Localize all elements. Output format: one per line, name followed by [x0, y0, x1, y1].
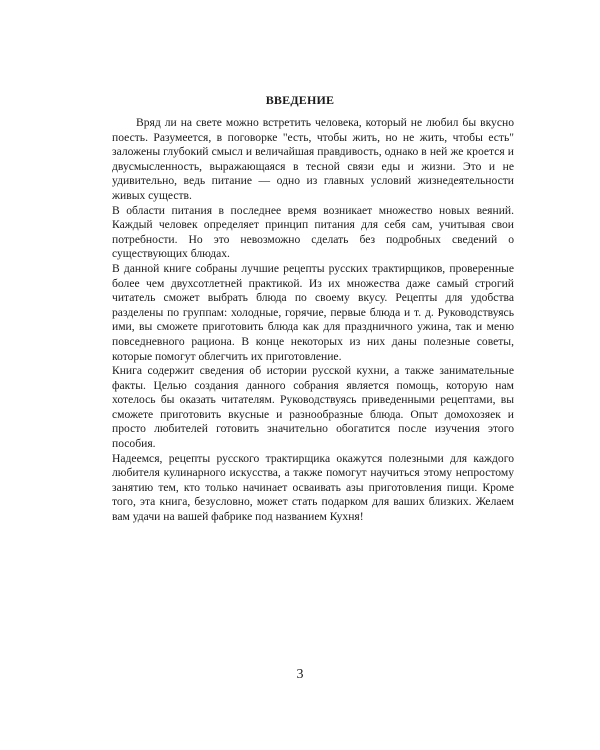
body-text [112, 116, 514, 525]
paragraph-recipes: В данной книге собраны лучшие рецепты русских трактирщиков, проверенные более чем двухсотлетней практикой. Из их множества даже самый строгий читатель сможет выбрать блюда по своему вкусу. Рецепты для удобства разделены по группам: холодные, горячие, первые блюда и т. д. Руководствуясь ими, вы сможете приготовить блюда как для праздничного ужина, так и меню повседневного рациона. В конце некоторых из них даны полезные советы, которые помогут облегчить их приготовление. [112, 261, 514, 363]
paragraph-nutrition: В области питания в последнее время возникает множество новых веяний. Каждый человек определяет принцип питания для себя сам, учитывая свои потребности. Но это невозможно сделать без подробных сведений о существующих блюдах. [112, 203, 514, 261]
page-title: ВВЕДЕНИЕ [265, 93, 335, 107]
paragraph-intro: Вряд ли на свете можно встретить человека, который не любил бы вкусно поесть. Разумеется, в поговорке "есть, чтобы жить, но не жить, чтобы есть" заложены глубокий смысл и величайшая правдивость, однако в ней же кроется и двусмысленность, выражающаяся в тесной связи еды и жизни. Это и не удивительно, ведь питание — одно из главных условий жизнедеятельности живых существ. [112, 116, 514, 202]
paragraph-closing: Надеемся, рецепты русского трактирщика окажутся полезными для каждого любителя кулинарного искусства, а также помогут научиться этому непростому занятию тем, кто только начинает осваивать азы приготовления пищи. Кроме того, эта книга, безусловно, может стать подарком для ваших близких. Желаем вам удачи на вашей фабрике под названием Кухня! [112, 451, 514, 524]
paragraph-history: Книга содержит сведения об истории русской кухни, а также занимательные факты. Целью создания данного собрания является помощь, которую нам хотелось бы оказать читателям. Руководствуясь приведенными рецептами, вы сможете приготовить вкусные и разнообразные блюда. Опыт домохозяек и просто любителей готовить значительно обогатится после изучения этого пособия. [112, 364, 514, 451]
page-number: 3 [296, 667, 304, 682]
